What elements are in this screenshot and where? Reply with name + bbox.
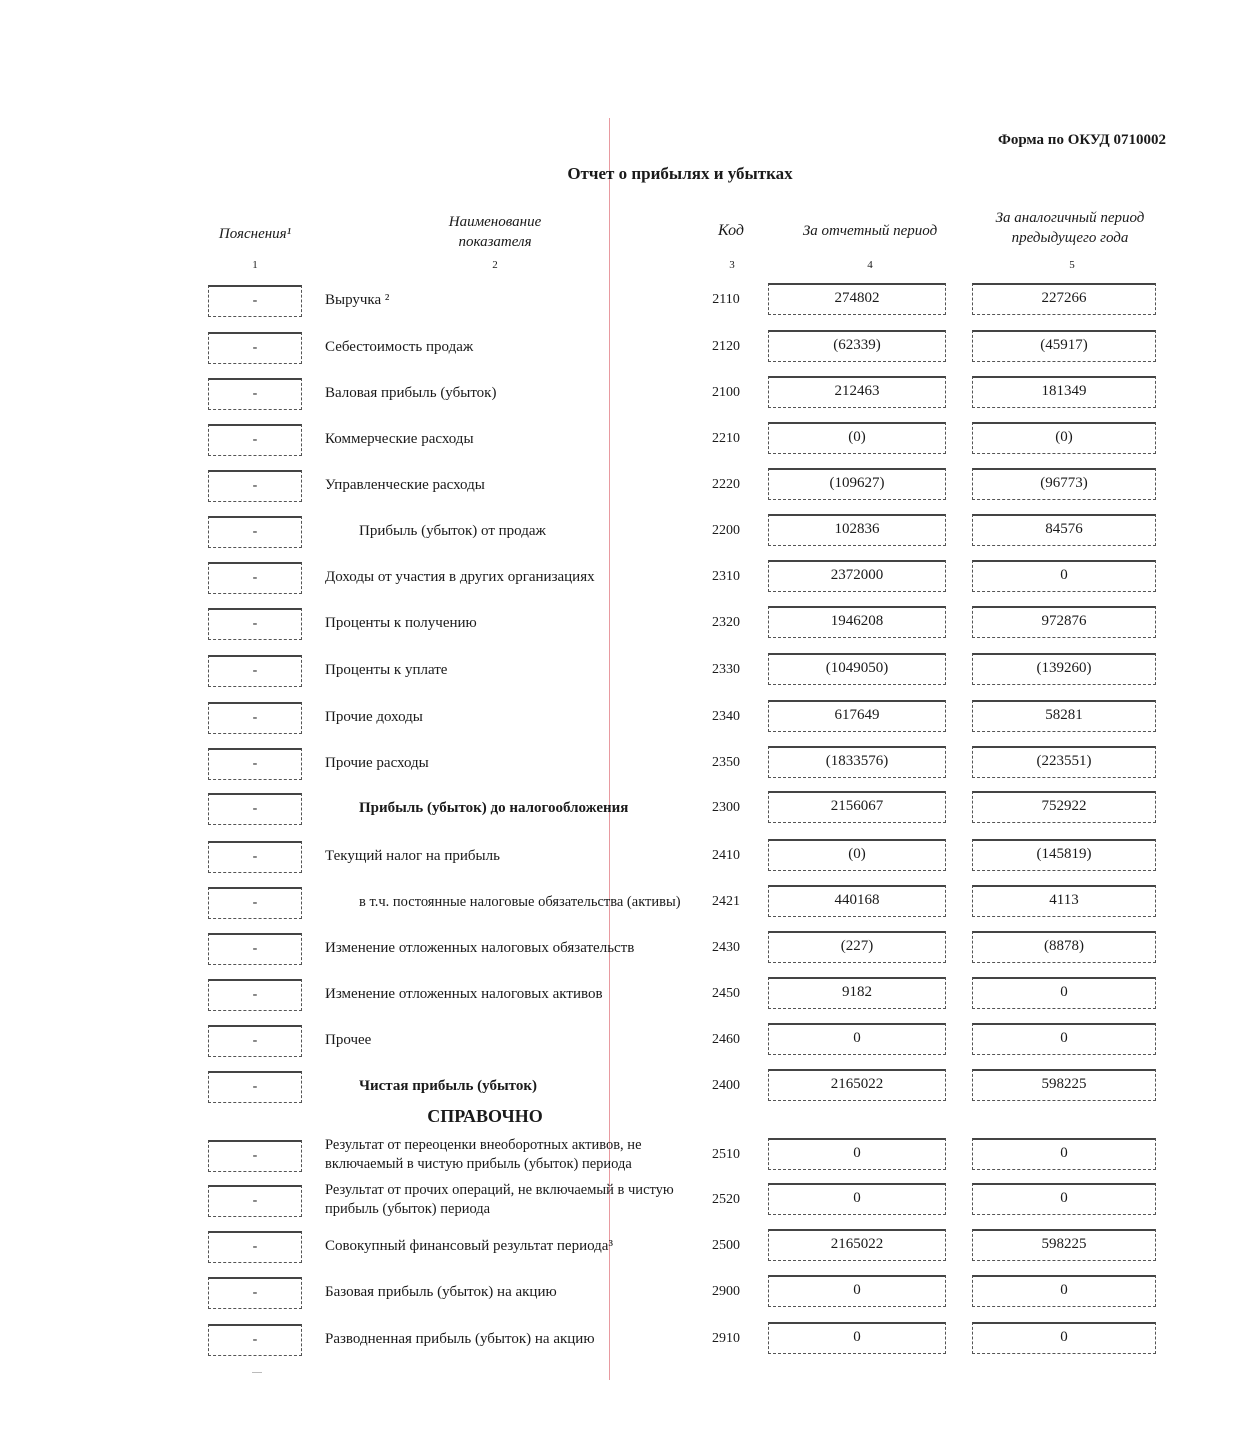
table-row — [0, 1275, 1240, 1311]
explanation-field[interactable]: - — [208, 1140, 302, 1172]
table-row — [0, 514, 1240, 550]
previous-period-value[interactable]: (0) — [972, 422, 1156, 454]
indicator-name-text: Прочие доходы — [325, 709, 423, 725]
line-code: 2310 — [712, 569, 740, 584]
indicator-name-text: Прибыль (убыток) до налогообложения — [359, 800, 629, 816]
table-row — [0, 700, 1240, 736]
previous-period-value[interactable]: 0 — [972, 1275, 1156, 1307]
line-code: 2900 — [712, 1284, 740, 1299]
line-code: 2220 — [712, 477, 740, 492]
table-row — [0, 791, 1240, 827]
explanation-field[interactable]: - — [208, 562, 302, 594]
indicator-name — [325, 746, 705, 780]
current-period-value[interactable]: 2165022 — [768, 1229, 946, 1261]
table-row — [0, 330, 1240, 366]
indicator-name — [325, 376, 705, 410]
previous-period-value[interactable]: 84576 — [972, 514, 1156, 546]
indicator-name-text: Базовая прибыль (убыток) на акцию — [325, 1284, 557, 1300]
previous-period-value[interactable]: (8878) — [972, 931, 1156, 963]
indicator-name-text: Прибыль (убыток) от продаж — [359, 523, 546, 539]
line-code: 2520 — [712, 1192, 740, 1207]
explanation-field[interactable]: - — [208, 378, 302, 410]
explanation-field[interactable]: - — [208, 655, 302, 687]
indicator-name-text: Проценты к получению — [325, 615, 477, 631]
table-row — [0, 422, 1240, 458]
explanation-field[interactable]: - — [208, 1277, 302, 1309]
current-period-value[interactable]: 102836 — [768, 514, 946, 546]
col-number-1: 1 — [252, 259, 258, 271]
explanation-field[interactable]: - — [208, 793, 302, 825]
line-code: 2510 — [712, 1147, 740, 1162]
col-number-5: 5 — [1069, 259, 1075, 271]
explanation-field[interactable]: - — [208, 332, 302, 364]
explanation-field[interactable]: - — [208, 608, 302, 640]
line-code: 2330 — [712, 662, 740, 677]
previous-period-value[interactable]: 181349 — [972, 376, 1156, 408]
indicator-name-text: Результат от переоценки внеоборотных активов, не включаемый в чистую прибыль (убыток) периода — [325, 1137, 642, 1172]
line-code: 2120 — [712, 339, 740, 354]
indicator-name — [325, 885, 705, 919]
line-code: 2210 — [712, 431, 740, 446]
current-period-value[interactable]: 0 — [768, 1023, 946, 1055]
indicator-name-text: Валовая прибыль (убыток) — [325, 385, 497, 401]
indicator-name — [325, 1322, 705, 1356]
line-code: 2340 — [712, 709, 740, 724]
form-code: Форма по ОКУД 0710002 — [997, 132, 1166, 148]
table-row — [0, 1229, 1240, 1265]
indicator-name — [325, 1183, 705, 1217]
previous-period-value[interactable]: 752922 — [972, 791, 1156, 823]
table-row — [0, 1023, 1240, 1059]
explanation-field[interactable]: - — [208, 516, 302, 548]
table-row — [0, 1069, 1240, 1105]
line-code: 2200 — [712, 523, 740, 538]
explanation-field[interactable]: - — [208, 424, 302, 456]
col-number-3: 3 — [729, 259, 735, 271]
table-row — [0, 746, 1240, 782]
table-row — [0, 885, 1240, 921]
col-header-code: Код — [718, 222, 744, 239]
previous-period-value[interactable]: 598225 — [972, 1069, 1156, 1101]
explanation-field[interactable]: - — [208, 470, 302, 502]
indicator-name — [325, 791, 705, 825]
current-period-value[interactable]: (109627) — [768, 468, 946, 500]
col-header-current: За отчетный период — [802, 223, 938, 239]
table-row — [0, 839, 1240, 875]
explanation-field[interactable]: - — [208, 1025, 302, 1057]
line-code: 2910 — [712, 1331, 740, 1346]
indicator-name — [325, 1023, 705, 1057]
current-period-value[interactable]: (62339) — [768, 330, 946, 362]
line-code: 2421 — [712, 894, 740, 909]
explanation-field[interactable]: - — [208, 1185, 302, 1217]
indicator-name — [325, 606, 705, 640]
indicator-name — [325, 1275, 705, 1309]
page-title: Отчет о прибылях и убытках — [567, 164, 793, 183]
current-period-value[interactable]: 2372000 — [768, 560, 946, 592]
explanation-field[interactable]: - — [208, 1231, 302, 1263]
table-row — [0, 653, 1240, 689]
indicator-name-text: Прочее — [325, 1032, 372, 1048]
current-period-value[interactable]: 274802 — [768, 283, 946, 315]
indicator-name-text: Текущий налог на прибыль — [325, 848, 500, 864]
indicator-name — [325, 1229, 705, 1263]
current-period-value[interactable]: 1946208 — [768, 606, 946, 638]
indicator-name-text: Чистая прибыль (убыток) — [359, 1078, 537, 1094]
explanation-field[interactable]: - — [208, 887, 302, 919]
previous-period-value[interactable]: 4113 — [972, 885, 1156, 917]
col-header-previous: За аналогичный период предыдущего года — [995, 210, 1145, 246]
current-period-value[interactable]: (1833576) — [768, 746, 946, 778]
table-row — [0, 468, 1240, 504]
line-code: 2350 — [712, 755, 740, 770]
current-period-value[interactable]: (0) — [768, 422, 946, 454]
indicator-name — [325, 560, 705, 594]
current-period-value[interactable]: (0) — [768, 839, 946, 871]
line-code: 2430 — [712, 940, 740, 955]
indicator-name-text: в т.ч. постоянные налоговые обязательства (активы) — [359, 893, 681, 910]
page-mark — [252, 1372, 262, 1373]
line-code: 2450 — [712, 986, 740, 1001]
indicator-name — [325, 514, 705, 548]
previous-period-value[interactable]: 0 — [972, 1322, 1156, 1354]
table-row — [0, 376, 1240, 412]
indicator-name — [325, 977, 705, 1011]
explanation-field[interactable]: - — [208, 979, 302, 1011]
indicator-name-text: Коммерческие расходы — [325, 431, 474, 447]
indicator-name — [325, 468, 705, 502]
indicator-name — [325, 700, 705, 734]
line-code: 2300 — [712, 800, 740, 815]
col-header-indicator: Наименование показателя — [448, 214, 542, 250]
indicator-name-text: Совокупный финансовый результат периода³ — [325, 1238, 613, 1254]
col-number-2: 2 — [492, 259, 498, 271]
indicator-name — [325, 422, 705, 456]
indicator-name-text: Разводненная прибыль (убыток) на акцию — [325, 1331, 595, 1347]
current-period-value[interactable]: 0 — [768, 1138, 946, 1170]
current-period-value[interactable]: 2165022 — [768, 1069, 946, 1101]
current-period-value[interactable]: 2156067 — [768, 791, 946, 823]
indicator-name — [325, 839, 705, 873]
previous-period-value[interactable]: (96773) — [972, 468, 1156, 500]
table-row — [0, 606, 1240, 642]
current-period-value[interactable]: 617649 — [768, 700, 946, 732]
explanation-field[interactable]: - — [208, 285, 302, 317]
indicator-name-text: Выручка ² — [325, 292, 390, 308]
previous-period-value[interactable]: (145819) — [972, 839, 1156, 871]
previous-period-value[interactable]: (45917) — [972, 330, 1156, 362]
explanation-field[interactable]: - — [208, 702, 302, 734]
indicator-name — [325, 931, 705, 965]
current-period-value[interactable]: 0 — [768, 1275, 946, 1307]
indicator-name-text: Результат от прочих операций, не включаемый в чистую прибыль (убыток) периода — [325, 1182, 674, 1217]
previous-period-value[interactable]: 0 — [972, 977, 1156, 1009]
indicator-name-text: Изменение отложенных налоговых активов — [325, 986, 603, 1002]
section-reference: СПРАВОЧНО — [427, 1106, 543, 1126]
previous-period-value[interactable]: 227266 — [972, 283, 1156, 315]
line-code: 2320 — [712, 615, 740, 630]
previous-period-value[interactable]: 0 — [972, 560, 1156, 592]
indicator-name-text: Проценты к уплате — [325, 662, 448, 678]
previous-period-value[interactable]: 58281 — [972, 700, 1156, 732]
indicator-name — [325, 1138, 705, 1172]
explanation-field[interactable]: - — [208, 933, 302, 965]
indicator-name — [325, 330, 705, 364]
line-code: 2460 — [712, 1032, 740, 1047]
previous-period-value[interactable]: 598225 — [972, 1229, 1156, 1261]
table-row — [0, 1183, 1240, 1219]
table-row — [0, 283, 1240, 319]
col-number-4: 4 — [867, 259, 873, 271]
indicator-name — [325, 653, 705, 687]
previous-period-value[interactable]: 0 — [972, 1138, 1156, 1170]
explanation-field[interactable]: - — [208, 748, 302, 780]
indicator-name-text: Изменение отложенных налоговых обязательств — [325, 940, 635, 956]
line-code: 2500 — [712, 1238, 740, 1253]
previous-period-value[interactable]: (223551) — [972, 746, 1156, 778]
line-code: 2410 — [712, 848, 740, 863]
line-code: 2110 — [712, 292, 740, 307]
table-row — [0, 931, 1240, 967]
previous-period-value[interactable]: (139260) — [972, 653, 1156, 685]
indicator-name — [325, 1069, 705, 1103]
current-period-value[interactable]: 0 — [768, 1322, 946, 1354]
previous-period-value[interactable]: 972876 — [972, 606, 1156, 638]
explanation-field[interactable]: - — [208, 1071, 302, 1103]
previous-period-value[interactable]: 0 — [972, 1023, 1156, 1055]
current-period-value[interactable]: 440168 — [768, 885, 946, 917]
line-code: 2400 — [712, 1078, 740, 1093]
indicator-name-text: Себестоимость продаж — [325, 339, 474, 355]
indicator-name-text: Управленческие расходы — [325, 477, 485, 493]
current-period-value[interactable]: (227) — [768, 931, 946, 963]
table-row — [0, 1138, 1240, 1174]
current-period-value[interactable]: 0 — [768, 1183, 946, 1215]
indicator-name-text: Прочие расходы — [325, 755, 429, 771]
table-row — [0, 1322, 1240, 1358]
current-period-value[interactable]: (1049050) — [768, 653, 946, 685]
explanation-field[interactable]: - — [208, 841, 302, 873]
current-period-value[interactable]: 9182 — [768, 977, 946, 1009]
indicator-name — [325, 283, 705, 317]
previous-period-value[interactable]: 0 — [972, 1183, 1156, 1215]
line-code: 2100 — [712, 385, 740, 400]
current-period-value[interactable]: 212463 — [768, 376, 946, 408]
col-header-explanations: Пояснения¹ — [218, 226, 292, 242]
explanation-field[interactable]: - — [208, 1324, 302, 1356]
indicator-name-text: Доходы от участия в других организациях — [325, 569, 595, 585]
table-row — [0, 560, 1240, 596]
table-row — [0, 977, 1240, 1013]
